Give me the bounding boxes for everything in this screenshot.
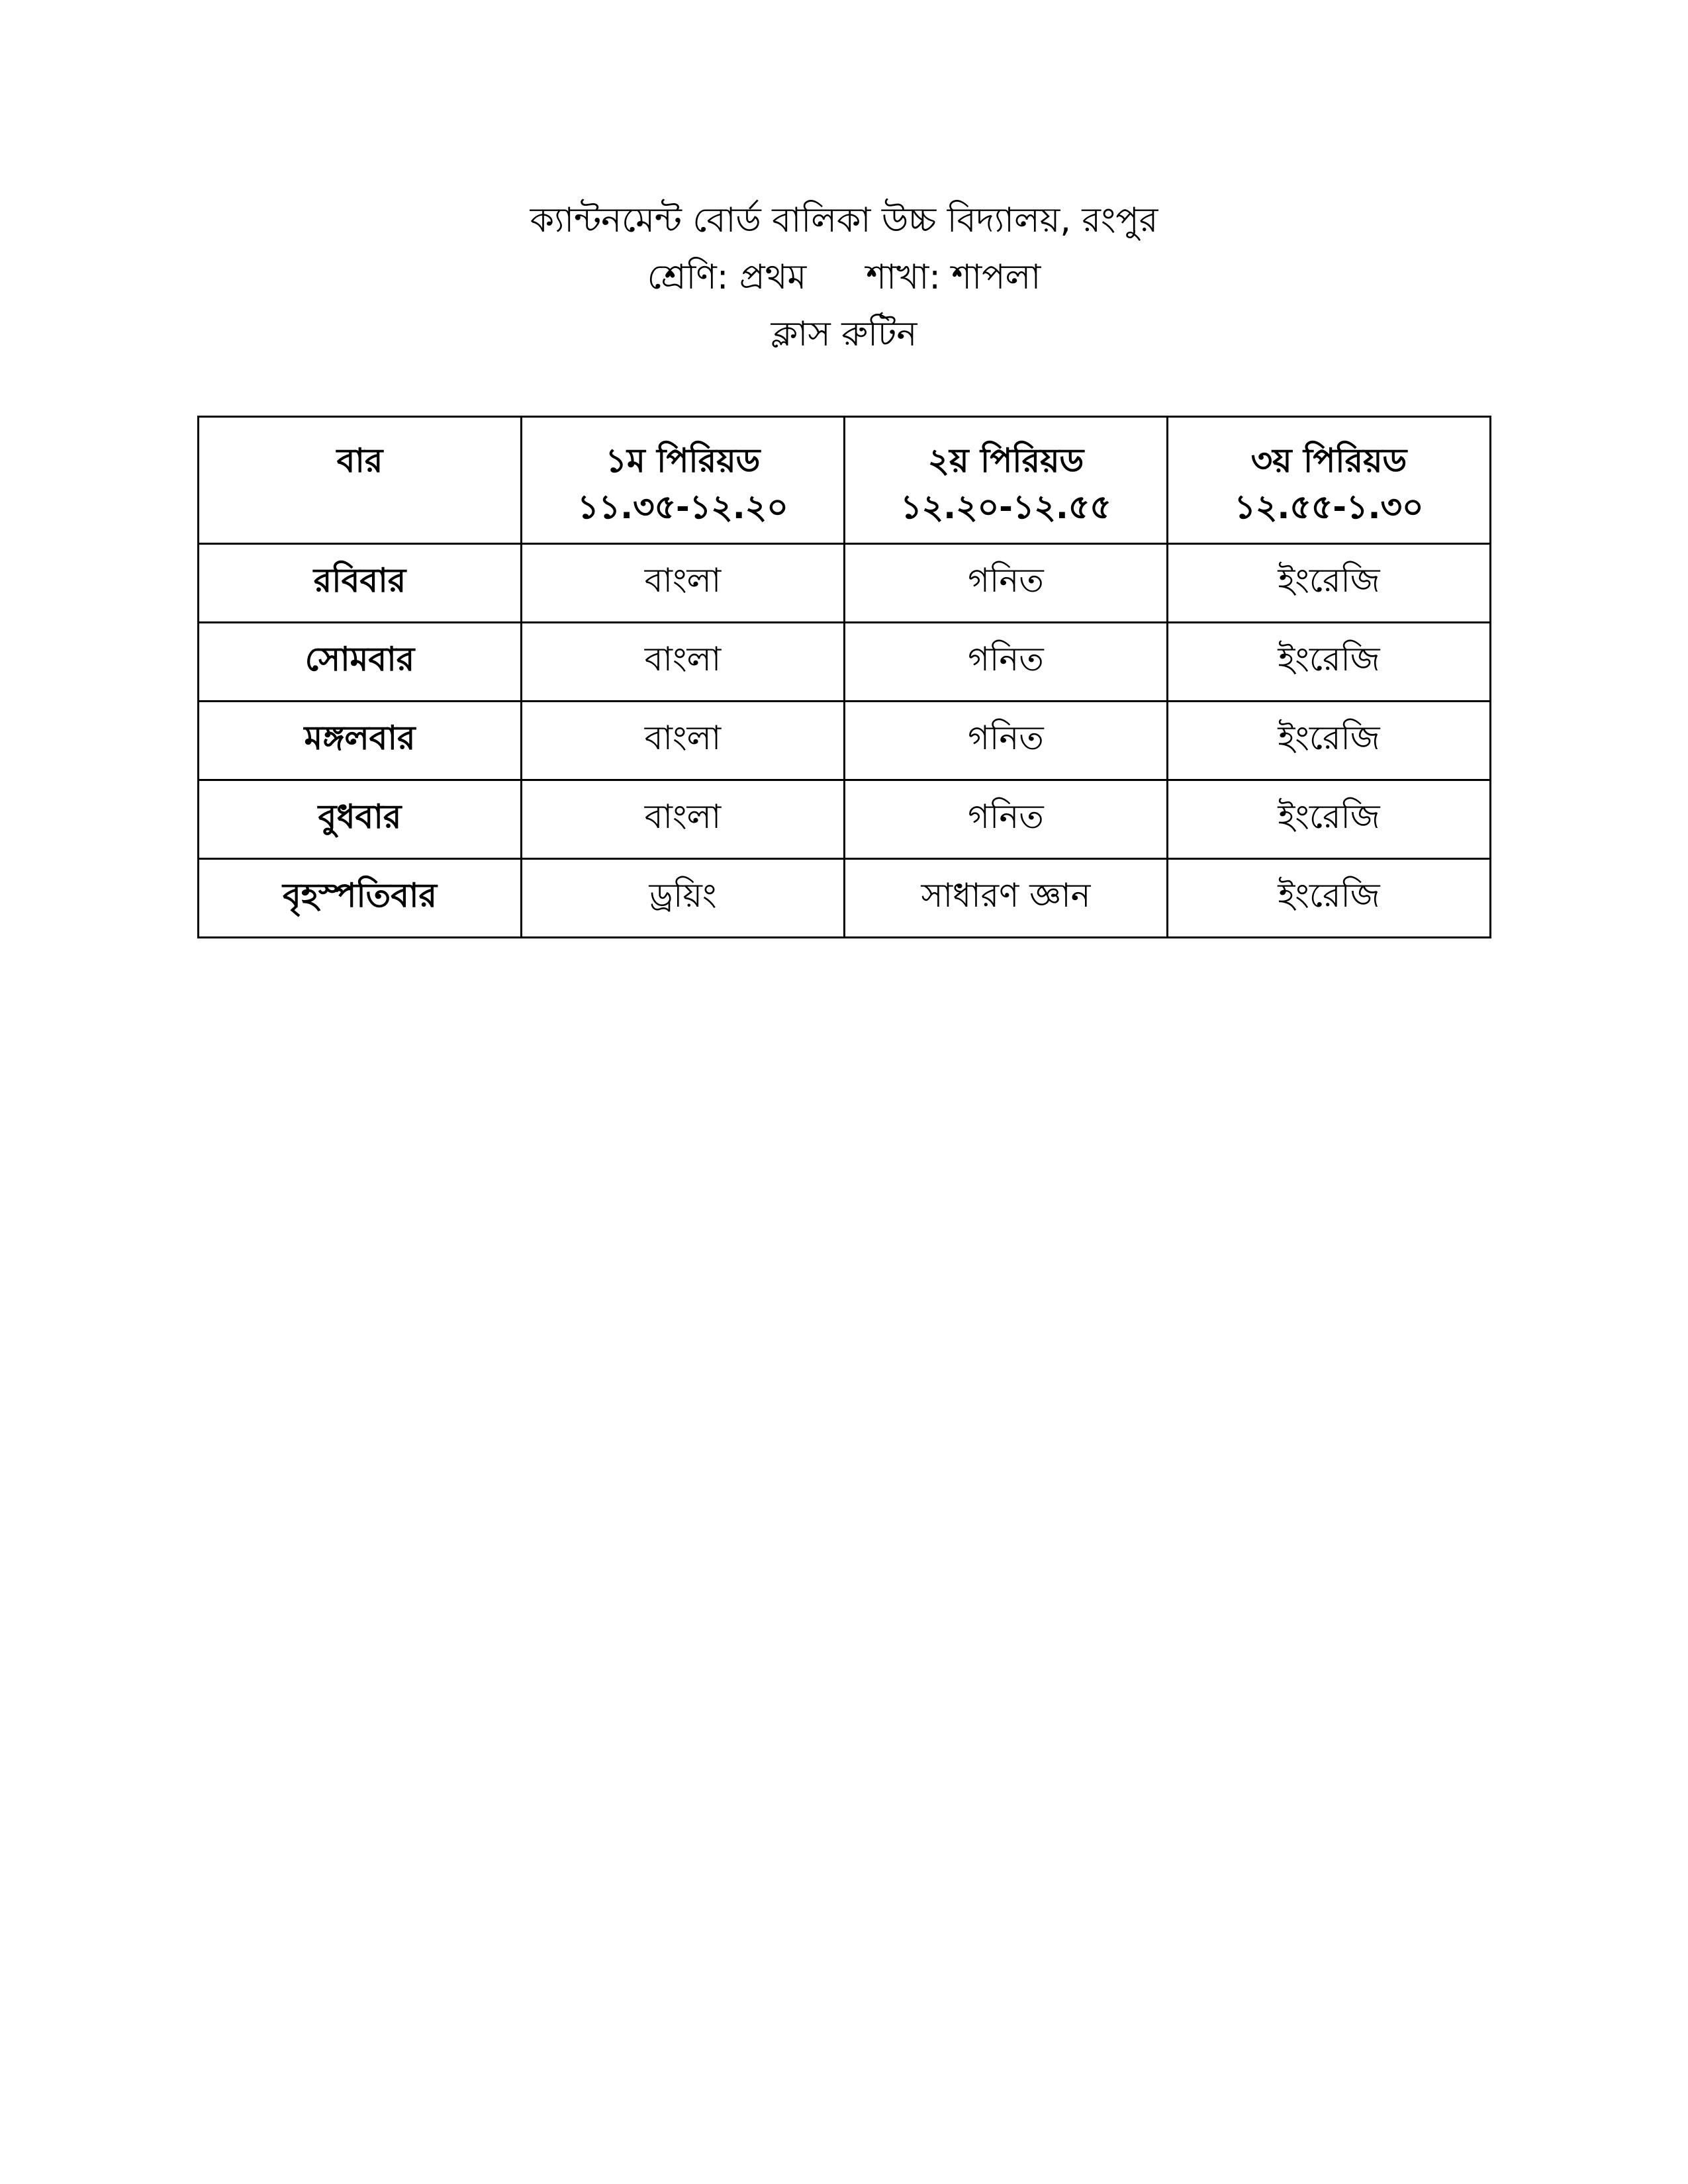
section-label: শাখা: শাপলা bbox=[866, 257, 1041, 297]
class-section-line bbox=[0, 249, 1688, 306]
column-header-period-1 bbox=[522, 417, 845, 544]
column-title: ৩য় পিরিয়ড bbox=[1250, 441, 1407, 480]
table-row bbox=[199, 623, 1491, 702]
day-cell: বৃহস্পতিবার bbox=[199, 859, 522, 938]
subject-cell: গনিত bbox=[845, 702, 1168, 780]
subject-cell: ইংরেজি bbox=[1168, 544, 1491, 623]
document-title: ক্লাস রুটিন bbox=[771, 314, 917, 354]
subject-cell: গনিত bbox=[845, 544, 1168, 623]
column-title: ১ম পিরিয়ড bbox=[605, 441, 761, 480]
document-header bbox=[0, 192, 1688, 363]
day-cell: মঙ্গলবার bbox=[199, 702, 522, 780]
subject-cell: বাংলা bbox=[522, 702, 845, 780]
table-row bbox=[199, 780, 1491, 859]
subject-cell: ইংরেজি bbox=[1168, 623, 1491, 702]
table-row bbox=[199, 859, 1491, 938]
subject-cell: ইংরেজি bbox=[1168, 780, 1491, 859]
column-header-period-2 bbox=[845, 417, 1168, 544]
class-routine-table bbox=[197, 416, 1491, 938]
subject-cell: গনিত bbox=[845, 780, 1168, 859]
column-header-day bbox=[199, 417, 522, 544]
table-header-row bbox=[199, 417, 1491, 544]
subject-cell: ইংরেজি bbox=[1168, 859, 1491, 938]
subject-cell: গনিত bbox=[845, 623, 1168, 702]
subject-cell: বাংলা bbox=[522, 544, 845, 623]
school-name: ক্যান্টনমেন্ট বোর্ড বালিকা উচ্চ বিদ্যালয়, রংপুর bbox=[530, 201, 1158, 240]
column-time: ১২.৫৫-১.৩০ bbox=[1234, 488, 1424, 526]
column-title: বার bbox=[336, 441, 383, 480]
table-row bbox=[199, 702, 1491, 780]
day-cell: সোমবার bbox=[199, 623, 522, 702]
subject-cell: বাংলা bbox=[522, 780, 845, 859]
subject-cell: সাধারণ জ্ঞান bbox=[845, 859, 1168, 938]
column-title: ২য় পিরিয়ড bbox=[927, 441, 1084, 480]
column-header-period-3 bbox=[1168, 417, 1491, 544]
day-cell: বুধবার bbox=[199, 780, 522, 859]
column-time: ১১.৩৫-১২.২০ bbox=[577, 488, 788, 526]
day-cell: রবিবার bbox=[199, 544, 522, 623]
subject-cell: ইংরেজি bbox=[1168, 702, 1491, 780]
class-label: শ্রেণি: প্রথম bbox=[647, 257, 807, 297]
table-row bbox=[199, 544, 1491, 623]
column-time: ১২.২০-১২.৫৫ bbox=[900, 488, 1111, 526]
subject-cell: ড্রয়িং bbox=[522, 859, 845, 938]
subject-cell: বাংলা bbox=[522, 623, 845, 702]
